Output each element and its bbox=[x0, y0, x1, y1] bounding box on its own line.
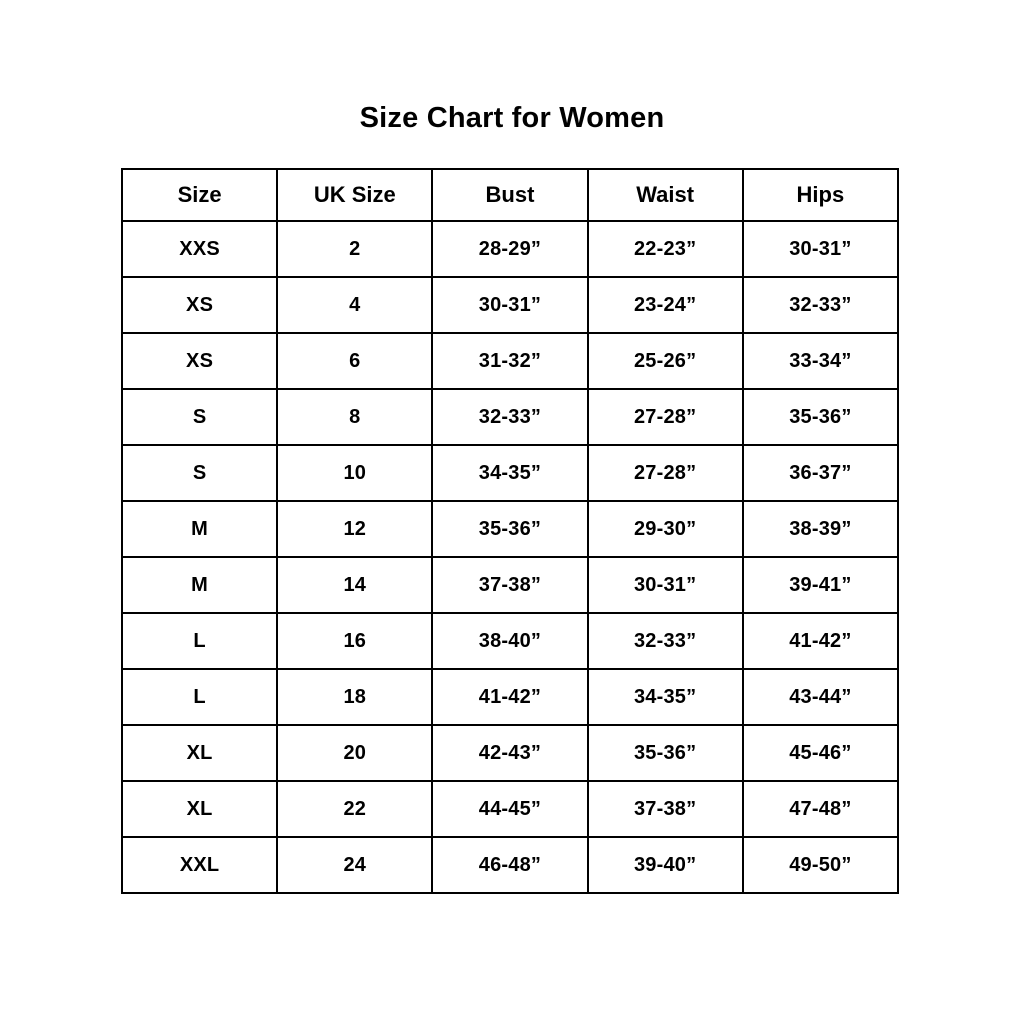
table-cell: 39-41” bbox=[743, 557, 898, 613]
table-row bbox=[122, 333, 898, 389]
table-cell: 18 bbox=[277, 669, 432, 725]
table-cell: 10 bbox=[277, 445, 432, 501]
table-cell: 33-34” bbox=[743, 333, 898, 389]
table-cell: 2 bbox=[277, 221, 432, 277]
table-cell: M bbox=[122, 557, 277, 613]
table-cell: 23-24” bbox=[588, 277, 743, 333]
table-cell: 37-38” bbox=[432, 557, 587, 613]
table-cell: 30-31” bbox=[743, 221, 898, 277]
table-cell: 28-29” bbox=[432, 221, 587, 277]
size-chart-table bbox=[121, 168, 899, 894]
table-row bbox=[122, 669, 898, 725]
table-cell: 20 bbox=[277, 725, 432, 781]
table-cell: 8 bbox=[277, 389, 432, 445]
table-cell: 4 bbox=[277, 277, 432, 333]
table-row bbox=[122, 781, 898, 837]
table-cell: 27-28” bbox=[588, 389, 743, 445]
table-cell: 30-31” bbox=[588, 557, 743, 613]
table-cell: L bbox=[122, 613, 277, 669]
table-cell: 27-28” bbox=[588, 445, 743, 501]
table-row bbox=[122, 837, 898, 893]
table-cell: XXS bbox=[122, 221, 277, 277]
table-cell: 35-36” bbox=[588, 725, 743, 781]
table-cell: 16 bbox=[277, 613, 432, 669]
column-header-bust: Bust bbox=[432, 169, 587, 221]
table-cell: 35-36” bbox=[743, 389, 898, 445]
table-row bbox=[122, 445, 898, 501]
table-cell: 34-35” bbox=[432, 445, 587, 501]
table-cell: 34-35” bbox=[588, 669, 743, 725]
table-cell: L bbox=[122, 669, 277, 725]
table-header bbox=[122, 169, 898, 221]
table-row bbox=[122, 725, 898, 781]
table-cell: M bbox=[122, 501, 277, 557]
table-cell: 12 bbox=[277, 501, 432, 557]
table-cell: 25-26” bbox=[588, 333, 743, 389]
table-cell: 32-33” bbox=[432, 389, 587, 445]
table-row bbox=[122, 557, 898, 613]
table-cell: 14 bbox=[277, 557, 432, 613]
table-row bbox=[122, 221, 898, 277]
table-cell: 49-50” bbox=[743, 837, 898, 893]
table-cell: 47-48” bbox=[743, 781, 898, 837]
table-cell: 36-37” bbox=[743, 445, 898, 501]
table-cell: 22-23” bbox=[588, 221, 743, 277]
table-cell: 43-44” bbox=[743, 669, 898, 725]
table-cell: 37-38” bbox=[588, 781, 743, 837]
table-cell: XS bbox=[122, 333, 277, 389]
table-row bbox=[122, 613, 898, 669]
table-cell: 6 bbox=[277, 333, 432, 389]
column-header-size: Size bbox=[122, 169, 277, 221]
table-cell: 22 bbox=[277, 781, 432, 837]
table-cell: S bbox=[122, 389, 277, 445]
table-cell: 30-31” bbox=[432, 277, 587, 333]
table-cell: 24 bbox=[277, 837, 432, 893]
table-cell: 32-33” bbox=[743, 277, 898, 333]
table-cell: 46-48” bbox=[432, 837, 587, 893]
table-cell: XXL bbox=[122, 837, 277, 893]
page-title: Size Chart for Women bbox=[359, 102, 665, 134]
table-cell: 45-46” bbox=[743, 725, 898, 781]
table-cell: 31-32” bbox=[432, 333, 587, 389]
table-cell: 38-40” bbox=[432, 613, 587, 669]
column-header-uk-size: UK Size bbox=[277, 169, 432, 221]
table-cell: 42-43” bbox=[432, 725, 587, 781]
table-cell: S bbox=[122, 445, 277, 501]
table-cell: 35-36” bbox=[432, 501, 587, 557]
table-cell: XS bbox=[122, 277, 277, 333]
table-cell: XL bbox=[122, 725, 277, 781]
table-cell: 41-42” bbox=[432, 669, 587, 725]
table-body bbox=[122, 221, 898, 893]
column-header-waist: Waist bbox=[588, 169, 743, 221]
header-row bbox=[122, 169, 898, 221]
table-cell: 29-30” bbox=[588, 501, 743, 557]
table-cell: 41-42” bbox=[743, 613, 898, 669]
table-row bbox=[122, 501, 898, 557]
column-header-hips: Hips bbox=[743, 169, 898, 221]
table-cell: 39-40” bbox=[588, 837, 743, 893]
table-cell: 32-33” bbox=[588, 613, 743, 669]
table-row bbox=[122, 277, 898, 333]
table-cell: XL bbox=[122, 781, 277, 837]
table-cell: 44-45” bbox=[432, 781, 587, 837]
table-cell: 38-39” bbox=[743, 501, 898, 557]
table-row bbox=[122, 389, 898, 445]
